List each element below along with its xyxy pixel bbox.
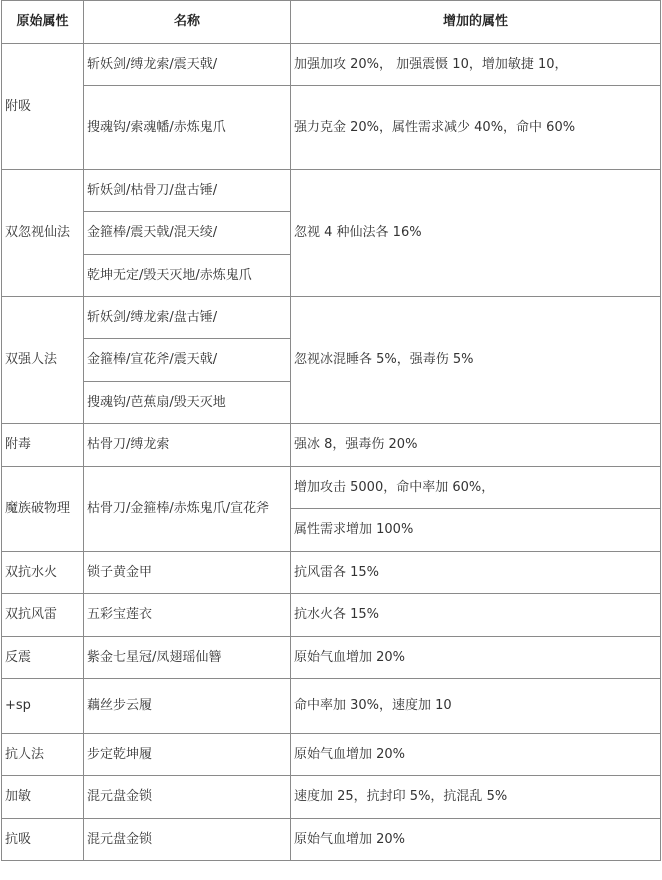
cell-added: 原始气血增加 20% xyxy=(291,819,661,861)
cell-original: 双抗风雷 xyxy=(2,594,84,637)
cell-added: 抗风雷各 15% xyxy=(291,552,661,594)
cell-added: 增加攻击 5000，命中率加 60%， xyxy=(291,467,661,509)
cell-added: 忽视 4 种仙法各 16% xyxy=(291,170,661,297)
cell-name: 混元盘金锁 xyxy=(84,776,291,819)
cell-added: 命中率加 30%，速度加 10 xyxy=(291,679,661,734)
cell-name: 藕丝步云履 xyxy=(84,679,291,734)
cell-name: 紫金七星冠/凤翅瑶仙簪 xyxy=(84,637,291,679)
table-row xyxy=(2,297,661,339)
cell-name: 步定乾坤履 xyxy=(84,734,291,776)
table-row xyxy=(2,819,661,861)
cell-name: 枯骨刀/金箍棒/赤炼鬼爪/宣花斧 xyxy=(84,467,291,552)
table-row xyxy=(2,552,661,594)
cell-name: 金箍棒/震天戟/混天绫/ xyxy=(84,212,291,255)
cell-original: +sp xyxy=(2,679,84,734)
table-header-row xyxy=(2,1,661,44)
attribute-table xyxy=(1,0,661,861)
table-row xyxy=(2,467,661,509)
cell-original: 双忽视仙法 xyxy=(2,170,84,297)
cell-added: 原始气血增加 20% xyxy=(291,637,661,679)
cell-added: 强力克金 20%，属性需求减少 40%，命中 60% xyxy=(291,86,661,170)
cell-name: 金箍棒/宣花斧/震天戟/ xyxy=(84,339,291,382)
cell-name: 斩妖剑/缚龙索/震天戟/ xyxy=(84,44,291,86)
cell-name: 五彩宝莲衣 xyxy=(84,594,291,637)
cell-name: 斩妖剑/缚龙索/盘古锤/ xyxy=(84,297,291,339)
table-row xyxy=(2,424,661,467)
cell-name: 锁子黄金甲 xyxy=(84,552,291,594)
cell-name: 枯骨刀/缚龙索 xyxy=(84,424,291,467)
cell-original: 魔族破物理 xyxy=(2,467,84,552)
cell-name: 斩妖剑/枯骨刀/盘古锤/ xyxy=(84,170,291,212)
cell-original: 附毒 xyxy=(2,424,84,467)
table-row xyxy=(2,637,661,679)
table-row xyxy=(2,734,661,776)
cell-original: 附吸 xyxy=(2,44,84,170)
cell-original: 加敏 xyxy=(2,776,84,819)
table-row xyxy=(2,776,661,819)
cell-name: 搜魂钩/芭蕉扇/毁天灭地 xyxy=(84,382,291,424)
cell-name: 搜魂钩/索魂幡/赤炼鬼爪 xyxy=(84,86,291,170)
cell-name: 乾坤无定/毁天灭地/赤炼鬼爪 xyxy=(84,255,291,297)
table-row xyxy=(2,44,661,86)
table-row xyxy=(2,679,661,734)
cell-added: 速度加 25，抗封印 5%，抗混乱 5% xyxy=(291,776,661,819)
cell-original: 双抗水火 xyxy=(2,552,84,594)
table-row xyxy=(2,86,661,170)
table-row xyxy=(2,170,661,212)
cell-added: 忽视冰混睡各 5%，强毒伤 5% xyxy=(291,297,661,424)
cell-original: 抗吸 xyxy=(2,819,84,861)
header-added-attribute: 增加的属性 xyxy=(291,1,661,44)
table-row xyxy=(2,594,661,637)
cell-added: 原始气血增加 20% xyxy=(291,734,661,776)
cell-name: 混元盘金锁 xyxy=(84,819,291,861)
header-original-attribute: 原始属性 xyxy=(2,1,84,44)
cell-added: 加强加攻 20%， 加强震慑 10，增加敏捷 10， xyxy=(291,44,661,86)
cell-added: 强冰 8，强毒伤 20% xyxy=(291,424,661,467)
cell-added: 属性需求增加 100% xyxy=(291,509,661,552)
cell-original: 抗人法 xyxy=(2,734,84,776)
cell-added: 抗水火各 15% xyxy=(291,594,661,637)
cell-original: 双强人法 xyxy=(2,297,84,424)
header-name: 名称 xyxy=(84,1,291,44)
cell-original: 反震 xyxy=(2,637,84,679)
